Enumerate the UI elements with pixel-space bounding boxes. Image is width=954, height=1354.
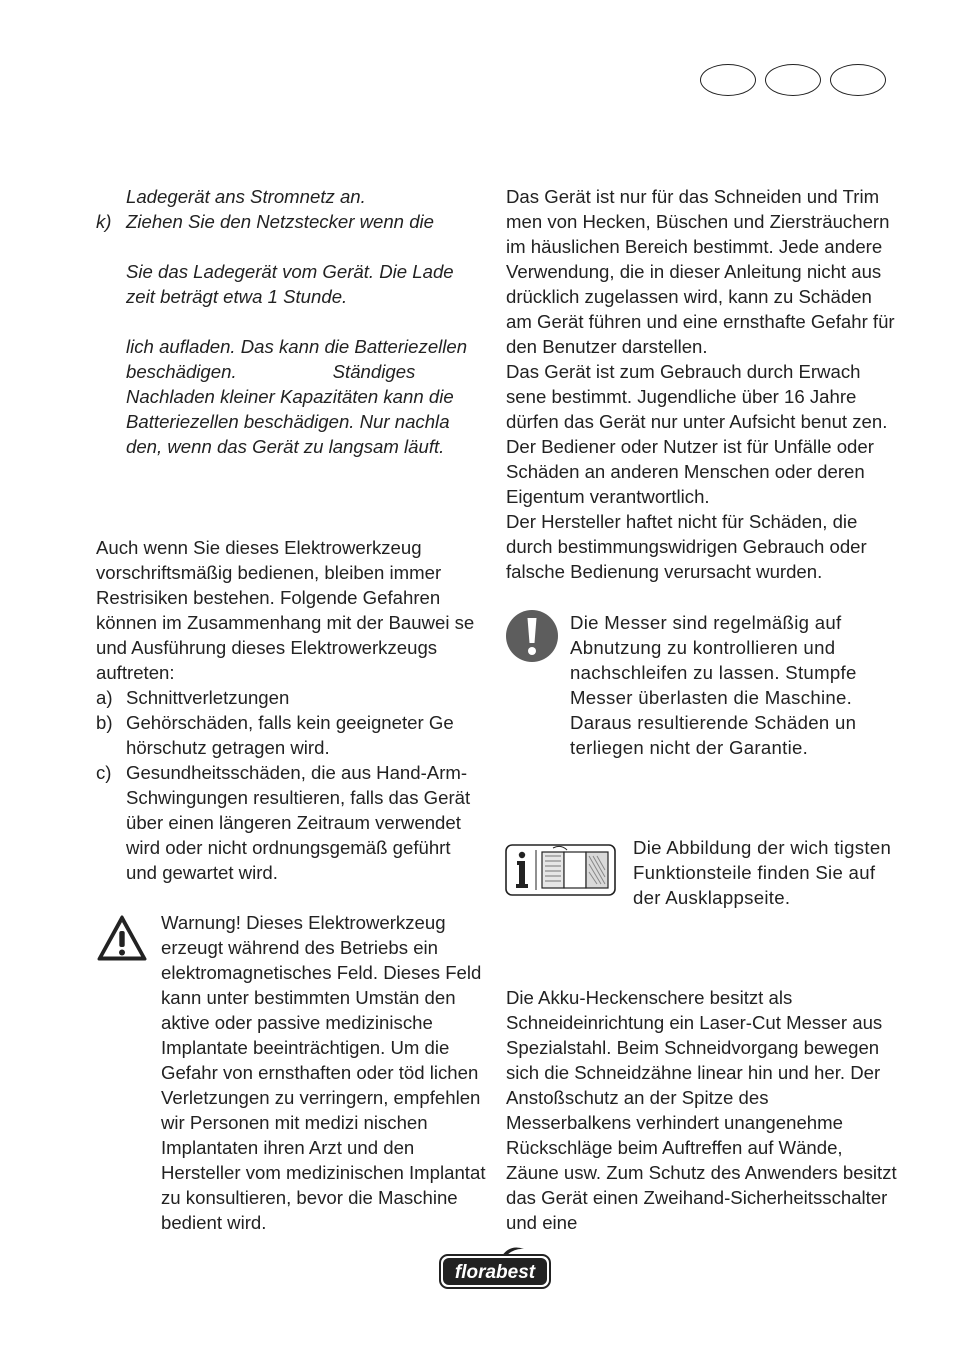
device-description [506, 985, 898, 1235]
description-text: Die Akku-Heckenschere besitzt als Schneideinrichtung ein Laser-Cut Messer aus Spezialstahl. Beim Schneidvorgang bewegen sich die Schneidzähne linear hin und her. Der Anstoßschutz an der Spitze des Messerbalkens verhindert unangenehme Rückschläge beim Auftreffen auf Wände, Zäune usw. Zum Schutz des Anwenders besitzt das Gerät einen Zweihand-Sicherheitsschalter und eine [506, 987, 897, 1233]
list-item [96, 760, 486, 885]
charging-line-part: Ständiges [332, 361, 416, 382]
list-text: Gehörschäden, falls kein geeigneter Ge hörschutz getragen wird. [126, 712, 454, 758]
intended-use [506, 184, 898, 584]
language-oval-2 [765, 64, 821, 96]
list-text: Ziehen Sie den Netzstecker wenn die [126, 211, 435, 232]
warning-text-block [161, 910, 486, 1235]
charging-line: lich aufladen. Das kann die Batteriezellen [126, 336, 468, 357]
charging-line [96, 359, 486, 384]
florabest-logo-icon [438, 1246, 552, 1292]
charging-line: Ladegerät ans Stromnetz an. [126, 186, 366, 207]
charging-line: zeit beträgt etwa 1 Stunde. [126, 286, 348, 307]
residual-risks [96, 535, 486, 885]
language-oval-3 [830, 64, 886, 96]
brand-name: florabest [454, 1262, 536, 1283]
warning-triangle-icon [96, 914, 148, 962]
charging-line: den, wenn das Gerät zu langsam läuft. [126, 436, 445, 457]
info-foldout-icon [505, 844, 616, 896]
list-label: k) [96, 211, 112, 232]
list-text: Gesundheitsschäden, die aus Hand-Arm-Schwingungen resultieren, falls das Gerät über einen längeren Zeitraum verwendet wird oder nicht ordnungsgemäß geführt und gewartet wird. [126, 762, 471, 883]
caution-text: Die Messer sind regelmäßig auf Abnutzung zu kontrollieren und nachschleifen zu lassen. Stumpfe Messer überlasten die Maschine. Daraus resultierende Schäden un terliegen nicht der Garantie. [570, 612, 857, 758]
info-text: Die Abbildung der wich tigsten Funktionsteile finden Sie auf der Ausklappseite. [633, 837, 892, 908]
list-label: b) [96, 712, 113, 733]
list-item-k [96, 209, 486, 234]
brand-logo [438, 1246, 552, 1297]
usage-paragraph: Das Gerät ist zum Gebrauch durch Erwach sene bestimmt. Jugendliche über 16 Jahre dürfen das Gerät nur unter Aufsicht benut zen. Der Bediener oder Nutzer ist für Unfälle oder Schäden an anderen Menschen oder deren Eigentum verantwortlich. [506, 361, 888, 507]
warning-text: Warnung! Dieses Elektrowerkzeug erzeugt während des Betriebs ein elektromagnetisches Feld. Dieses Feld kann unter bestimmten Umstän den aktive oder passive medizinische Implantate beeinträchtigen. Um die Gefahr von ernsthaften oder töd lichen Verletzungen zu verringern, empfehlen wir Personen mit medizi nischen Implantaten ihren Arzt und den Hersteller vom medizinischen Implantat zu konsultieren, bevor die Maschine bedient wird. [161, 912, 486, 1233]
language-oval-1 [700, 64, 756, 96]
charging-line: Batteriezellen beschädigen. Nur nachla [126, 411, 450, 432]
usage-paragraph: Das Gerät ist nur für das Schneiden und Trim men von Hecken, Büschen und Ziersträuchern im häuslichen Bereich bestimmt. Jede andere Verwendung, die in dieser Anleitung nicht aus drücklich zugelassen wird, kann zu Schäden am Gerät führen und eine ernsthafte Gefahr für den Benutzer darstellen. [506, 186, 895, 357]
caution-text-block [570, 610, 890, 760]
list-item [96, 685, 486, 710]
charging-instructions [96, 184, 486, 459]
info-text-block [633, 835, 893, 910]
charging-line: Sie das Ladegerät vom Gerät. Die Lade [126, 261, 454, 282]
risks-intro: Auch wenn Sie dieses Elektrowerkzeug vorschriftsmäßig bedienen, bleiben immer Restrisiken bestehen. Folgende Gefahren können im Zusammenhang mit der Bauwei se und Ausführung dieses Elektrowerkzeugs auftreten: [96, 537, 475, 683]
list-label: a) [96, 687, 113, 708]
usage-paragraph: Der Hersteller haftet nicht für Schäden, die durch bestimmungswidrigen Gebrauch oder falsche Bedienung verursacht wurden. [506, 511, 867, 582]
list-item [96, 710, 486, 760]
list-label: c) [96, 762, 112, 783]
list-text: Schnittverletzungen [126, 687, 290, 708]
exclamation-circle-icon [505, 609, 559, 663]
charging-line: Nachladen kleiner Kapazitäten kann die [126, 386, 454, 407]
charging-line-part: beschädigen. [126, 361, 237, 382]
